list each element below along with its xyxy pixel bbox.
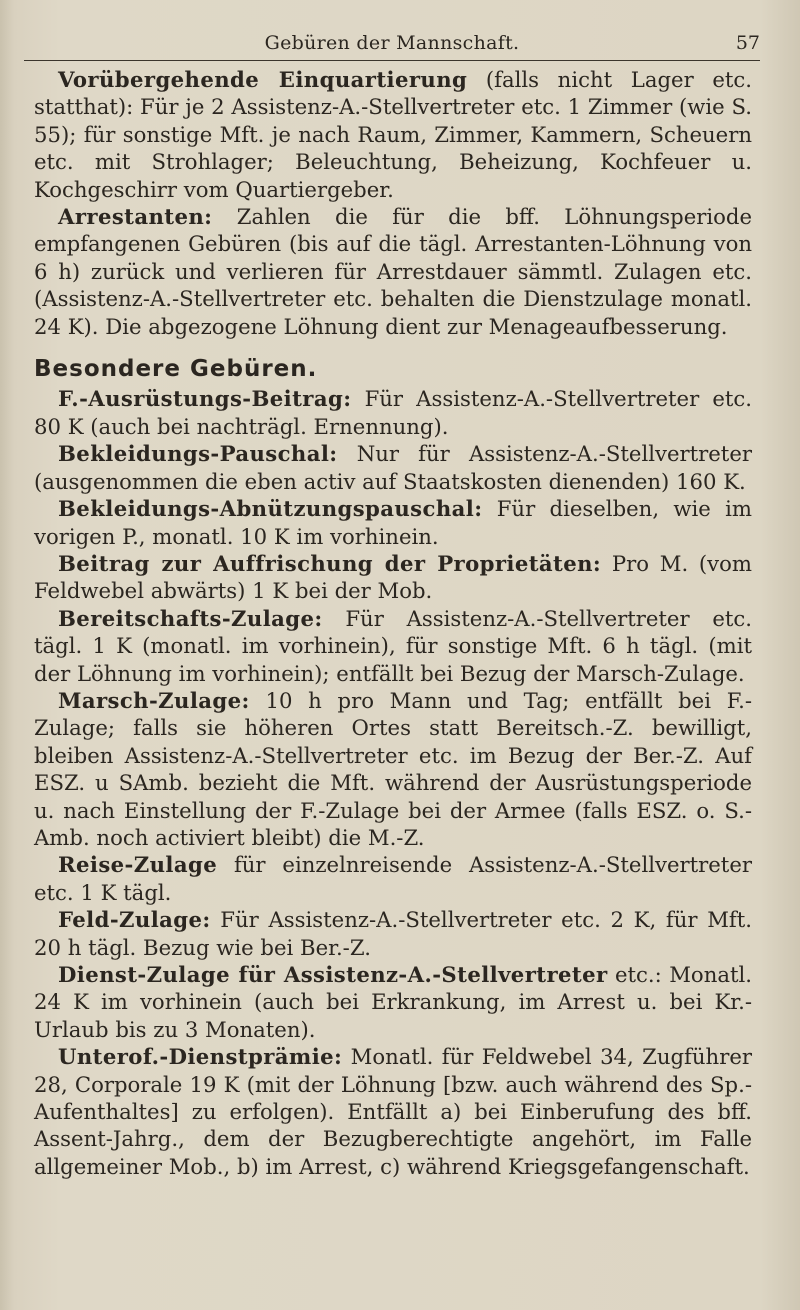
term-label: Reise-Zulage xyxy=(58,852,218,878)
term-label: Marsch-Zulage: xyxy=(58,687,250,713)
term-label: F.-Ausrüstungs-Beitrag: xyxy=(58,386,352,412)
term-label: Beitrag zur Auffrischung der Proprietäten: xyxy=(58,550,602,576)
paragraph-bereitschafts-zulage xyxy=(34,605,752,687)
paragraph-text: Für Assistenz-A.-Stellvertreter etc. tägl. 1 K (monatl. im vorhinein), für sonstige Mft. 6 h tägl. (mit der Löhnung im vorhinein); entfällt bei Bezug der Marsch-Zulage. xyxy=(34,605,752,686)
paragraph-text: (falls nicht Lager etc. statthat): Für je 2 Assistenz-A.-Stellvertreter etc. 1 Zimmer (wie S. 55); für sonstige Mft. je nach Raum, Zimmer, Kammern, Scheuern etc. mit Strohlager; Beleuchtung, Beheizung, Kochfeuer u. Kochgeschirr vom Quartiergeber. xyxy=(34,67,752,202)
term-label: Arrestanten: xyxy=(58,204,213,230)
paragraph-proprietaeten xyxy=(34,550,752,605)
paragraph-dienstpraemie xyxy=(34,1043,752,1180)
term-label: Vorübergehende Einquartierung xyxy=(58,67,468,92)
paragraph-text: etc.: Monatl. 24 K im vorhinein (auch bei Erkrankung, im Arrest u. bei Kr.-Urlaub bis zu 3 Monaten). xyxy=(34,962,752,1042)
paragraph-text: Pro M. (vom Feldwebel abwärts) 1 K bei der Mob. xyxy=(34,550,752,604)
paragraph-text: Für Assistenz-A.-Stellvertreter etc. 2 K, für Mft. 20 h tägl. Bezug wie bei Ber.-Z. xyxy=(34,907,752,960)
paragraph-bekleidungs-pauschal xyxy=(34,440,752,495)
paragraph-text: Zahlen die für die bff. Löhnungsperiode empfangenen Gebüren (bis auf die tägl. Arrestanten-Löhnung von 6 h) zurück und verlieren für Arrestdauer sämmtl. Zulagen etc. (Assistenz-A.-Stellvertreter etc. behalten die Dienstzulage monatl. 24 K). Die abgezogene Löhnung dient zur Menageaufbesserung. xyxy=(34,204,752,339)
paragraph-arrestanten xyxy=(34,203,752,340)
paragraph-text: für einzelnreisende Assistenz-A.-Stellvertreter etc. 1 K tägl. xyxy=(34,852,752,905)
header-title: Gebüren der Mannschaft. xyxy=(264,32,520,54)
paragraph-text: 10 h pro Mann und Tag; entfällt bei F.-Zulage; falls sie höheren Ortes statt Bereitsch.-Z. bewilligt, bleiben Assistenz-A.-Stellvertreter etc. im Bezug der Ber.-Z. Auf ESZ. u SAmb. bezieht die Mft. während der Ausrüstungsperiode u. nach Einstellung der F.-Zulage bei der Armee (falls ESZ. o. S.-Amb. noch activiert bleibt) die M.-Z. xyxy=(34,687,752,850)
term-label: Bereitschafts-Zulage: xyxy=(58,605,323,631)
paragraph-reise-zulage xyxy=(34,851,752,906)
paragraph-dienst-zulage xyxy=(34,961,752,1043)
section-heading: Besondere Gebüren. xyxy=(34,356,318,383)
paragraph-text: Für dieselben, wie im vorigen P., monatl. 10 K im vorhinein. xyxy=(34,496,752,549)
paragraph-text: Monatl. für Feldwebel 34, Zugführer 28, Corporale 19 K (mit der Löhnung [bzw. auch während des Sp.-Aufenthaltes] zu erfolgen). Entfällt a) bei Einberufung des bff. Assent-Jahrg., dem der Bezugberechtigte angehört, im Falle allgemeiner Mob., b) im Arrest, c) während Kriegsgefangenschaft. xyxy=(34,1044,752,1179)
paragraph-einquartierung xyxy=(34,66,752,203)
term-label: Bekleidungs-Abnützungspauschal: xyxy=(58,496,483,522)
term-label: Bekleidungs-Pauschal: xyxy=(58,441,338,467)
paragraph-text: Für Assistenz-A.-Stellvertreter etc. 80 K (auch bei nachträgl. Ernennung). xyxy=(34,386,752,439)
page-number: 57 xyxy=(735,32,760,54)
paragraph-ausruestungs-beitrag xyxy=(34,385,752,440)
paragraph-marsch-zulage xyxy=(34,687,752,851)
paragraph-text: Nur für Assistenz-A.-Stellvertreter (ausgenommen die eben activ auf Staatskosten dienenden) 160 K. xyxy=(34,441,752,494)
paragraph-abnuetzungspauschal xyxy=(34,495,752,550)
term-label: Unterof.-Dienstprämie: xyxy=(58,1044,343,1070)
paragraph-feld-zulage xyxy=(34,906,752,961)
term-label: Dienst-Zulage für Assistenz-A.-Stellvertreter xyxy=(58,962,608,987)
term-label: Feld-Zulage: xyxy=(58,907,211,933)
page-body xyxy=(34,66,752,1180)
running-header xyxy=(24,30,760,61)
